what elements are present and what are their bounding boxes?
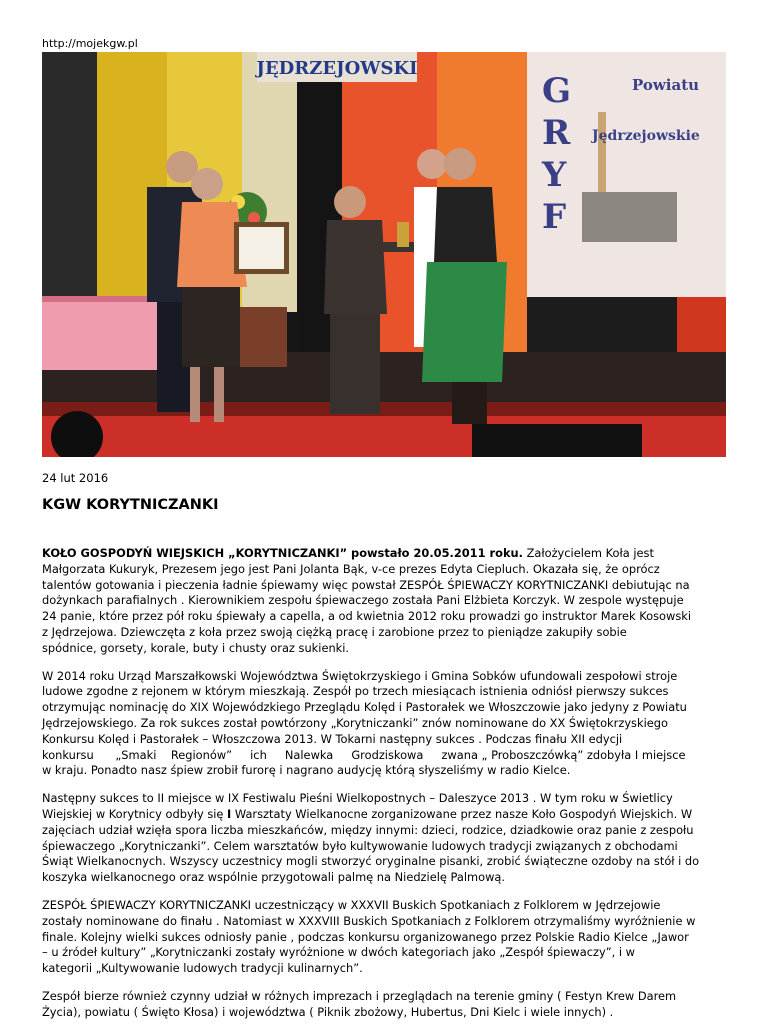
line: Wiejskiej w Korytnicy odbyły się <box>42 806 228 821</box>
line: talentów gotowania i pieczenia ładnie śpiewamy więc powstał ZESPÓŁ ŚPIEWACZY KORYTNICZANKI debiutując na <box>42 577 690 592</box>
line: zostały nominowane do finału . Natomiast w XXXVIII Buskich Spotkaniach z Folklorem otrzymaliśmy wyróżnienie w <box>42 913 696 928</box>
line: Życia), powiatu ( Święto Kłosa) i województwa ( Piknik zbożowy, Hubertus, Dni Kielc i wiele innych) . <box>42 1004 614 1019</box>
sign-line-2: Jędrzejowskie <box>592 128 700 144</box>
sign-letter-f: F <box>542 197 567 237</box>
line: Jędrzejowskiego. Za rok sukces został powtórzony „Korytniczanki” znów nominowane do XX Świętokrzyskiego <box>42 715 668 730</box>
banner-text: JĘDRZEJOWSKI <box>256 58 418 79</box>
line: konkursu „Smaki Regionów” ich Nalewka Grodziskowa zwana „ Proboszczówką” zdobyła I miejsce <box>42 747 686 762</box>
post-title: KGW KORYTNICZANKI <box>42 497 219 513</box>
line: Następny sukces to II miejsce w IX Festiwalu Pieśni Wielkopostnych – Daleszyce 2013 . W tym roku w Świetlicy <box>42 791 673 806</box>
line: z Jędrzejowa. Dziewczęta z koła przez swoją ciężką pracę i zarobione przez to pieniądze zakupiły sobie <box>42 624 627 639</box>
line: finale. Kolejny wielki sukces odniosły panie , podczas konkursu organizowanego przez Polskie Radio Kielce „Jawor <box>42 929 689 944</box>
paragraph-1-lead: KOŁO GOSPODYŃ WIEJSKICH „KORYTNICZANKI” powstało 20.05.2011 roku. <box>42 546 523 560</box>
paragraph-1 <box>42 546 728 657</box>
paragraph-4 <box>42 898 728 977</box>
paragraph-3 <box>42 791 728 886</box>
line-bold: I <box>227 806 232 821</box>
sign-letter-r: R <box>542 113 571 153</box>
award-ceremony-photo <box>42 52 726 457</box>
sign-letter-g: G <box>542 71 572 111</box>
line: zajęciach udział wzięła spora liczba mieszkańców, między innymi: dzieci, rodzice, dziadkowie oraz panie z zespołu <box>42 822 694 837</box>
source-url[interactable]: http://mojekgw.pl <box>42 37 138 50</box>
sign-line-1: Powiatu <box>632 76 700 94</box>
line: Świąt Wielkanocnych. Wszyscy uczestnicy mogli stworzyć oryginalne pisanki, zrobić świąteczne ozdoby na stół i do <box>42 854 700 869</box>
line: otrzymując nominację do XIX Wojewódzkiego Przeglądu Kolęd i Pastorałek we Włoszczowie jako jedyny z Powiatu <box>42 700 687 715</box>
line: ZESPÓŁ ŚPIEWACZY KORYTNICZANKI uczestniczący w XXXVII Buskich Spotkaniach z Folklorem w Jędrzejowie <box>42 897 661 912</box>
article-body <box>42 546 728 1033</box>
line: w kraju. Ponadto nasz śpiew zrobił furorę i nagrano audycję którą słyszeliśmy w radio Kielce. <box>42 763 571 778</box>
line: Małgorzata Kukuryk, Prezesem jego jest Pani Jolanta Bąk, v-ce prezes Edyta Ciepluch. Okazała się, że oprócz <box>42 561 660 576</box>
line: Konkursu Kolęd i Pastorałek – Włoszczowa 2013. W Tokarni następny sukces . Podczas finału XII edycji <box>42 731 623 746</box>
line: ludowe zgodne z rejonem w którym mieszkają. Zespół po trzech miesiącach istnienia odniósł pierwszy sukces <box>42 684 669 699</box>
line: Zespół bierze również czynny udział w różnych imprezach i przeglądach na terenie gminy ( Festyn Krew Darem <box>42 988 677 1003</box>
line: koszyka wielkanocnego oraz wspólnie przygotowali palmę na Niedzielę Palmową. <box>42 870 505 885</box>
paragraph-2 <box>42 669 728 780</box>
line: – u źródeł kultury” „Korytniczanki zostały wyróżnione w dwóch kategoriach jako „Zespół śpiewaczy”, i w <box>42 945 635 960</box>
line: 24 panie, które przez pół roku śpiewały a capella, a od kwietnia 2012 roku prowadzi go instruktor Marek Kosowski <box>42 609 692 624</box>
line: kategorii „Kultywowanie ludowych tradycji kulinarnych”. <box>42 961 363 976</box>
line: dożynkach parafialnych . Kierownikiem zespołu śpiewaczego została Pani Elżbieta Korczyk. W zespole występuje <box>42 593 684 608</box>
line: Warsztaty Wielkanocne zorganizowane przez nasze Koło Gospodyń Wiejskich. W <box>231 806 693 821</box>
line: W 2014 roku Urząd Marszałkowski Województwa Świętokrzyskiego i Gmina Sobków ufundowali zespołowi stroje <box>42 668 678 683</box>
line: śpiewaczego „Korytniczanki”. Celem warsztatów było kultywowanie ludowych tradycji związanych z obchodami <box>42 838 678 853</box>
post-date: 24 lut 2016 <box>42 471 109 485</box>
sign-letter-y: Y <box>542 155 567 195</box>
line: spódnice, gorsety, korale, buty i chusty oraz sukienki. <box>42 640 350 655</box>
line: Założycielem Koła jest <box>522 546 654 560</box>
